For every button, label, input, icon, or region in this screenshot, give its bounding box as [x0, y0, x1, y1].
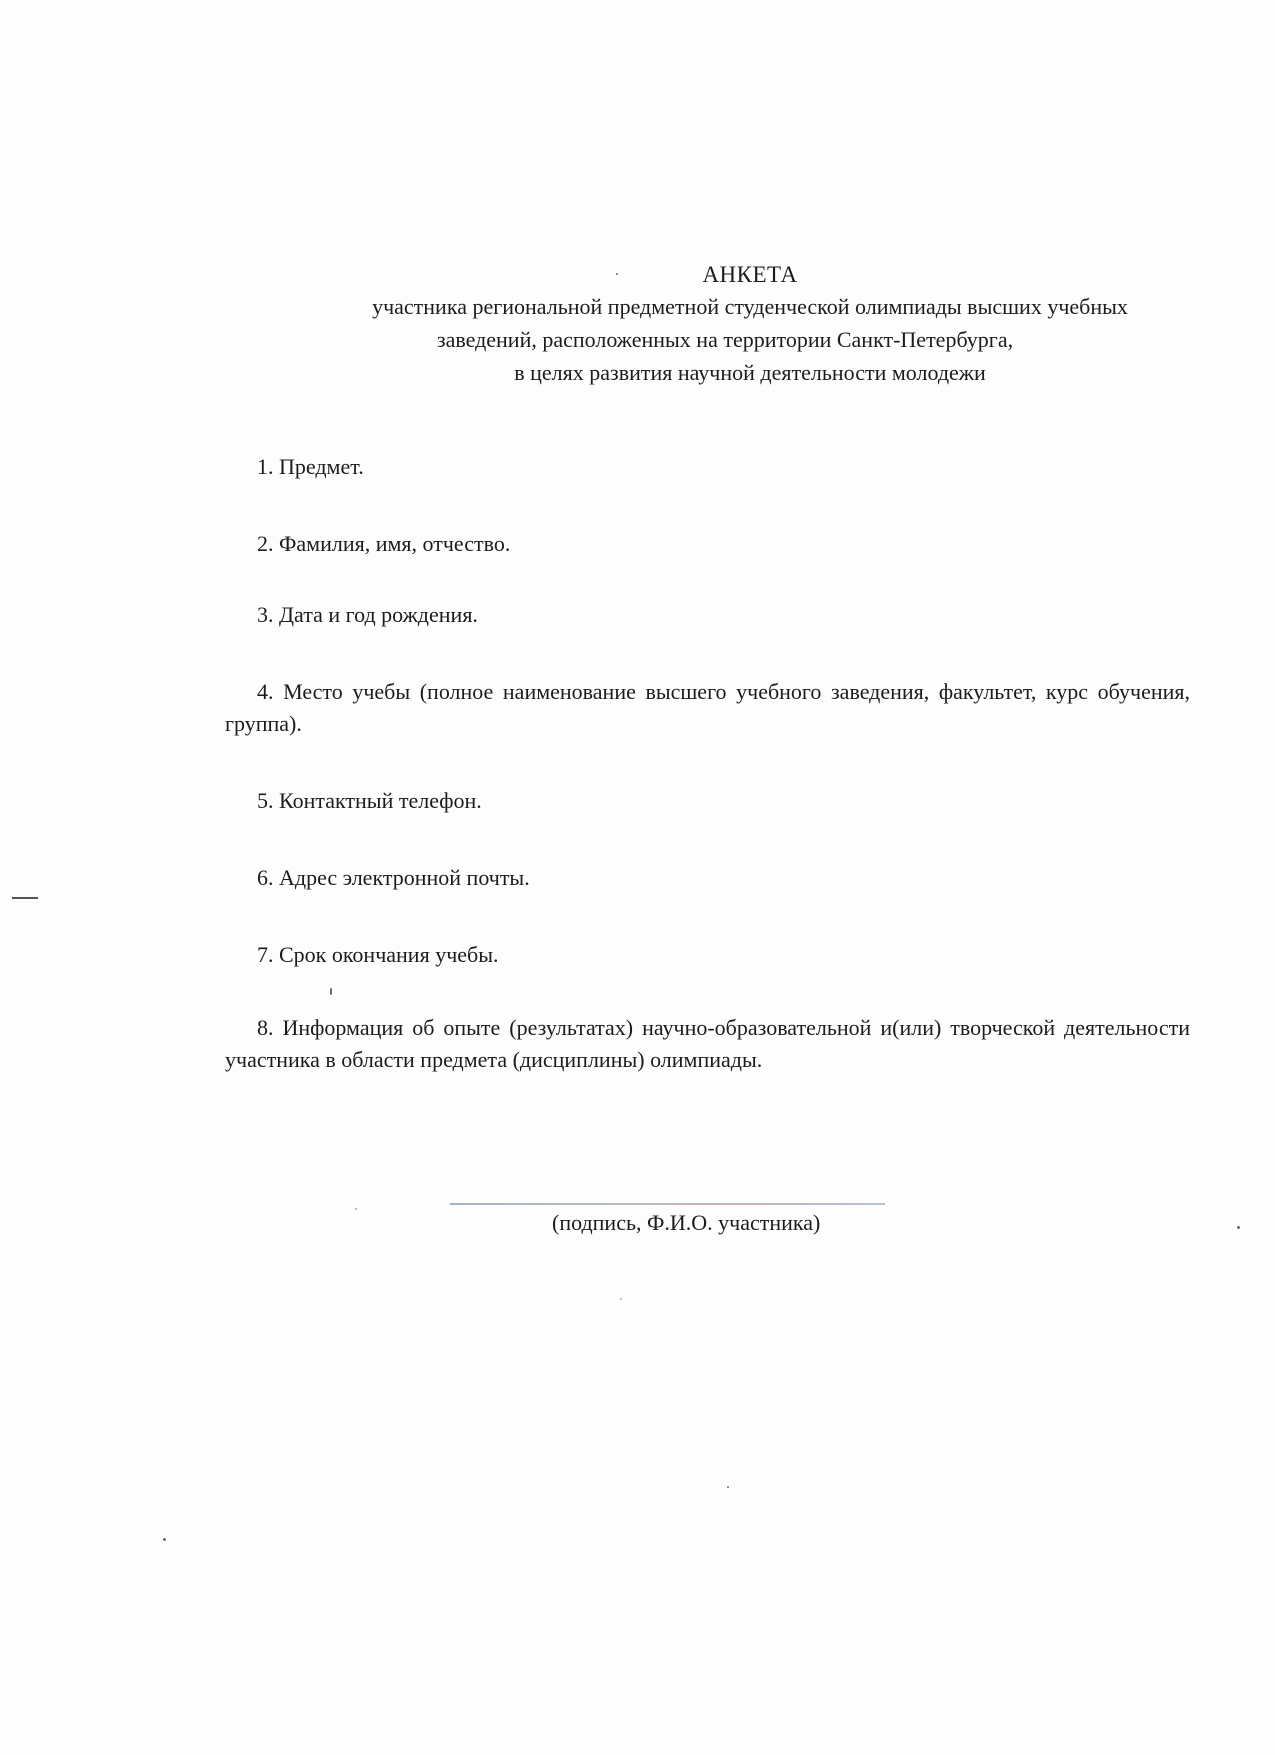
- scan-speck: [727, 1486, 729, 1488]
- form-item-experience-info: 8. Информация об опыте (результатах) научно-образовательной и(или) творческой деятельности участника в области предмета (дисциплины) олимпиады.: [225, 1015, 1190, 1072]
- form-item-birth-date: 3. Дата и год рождения.: [257, 602, 478, 627]
- form-item-place-of-study: 4. Место учебы (полное наименование высшего учебного заведения, факультет, курс обучения, группа).: [225, 679, 1190, 736]
- document-title: АНКЕТА: [702, 262, 798, 287]
- document-header: [280, 260, 1180, 389]
- scan-margin-mark: [12, 897, 38, 899]
- scan-speck: [330, 988, 332, 995]
- subtitle-line: заведений, расположенных на территории Санкт-Петербурга,: [436, 327, 1014, 352]
- form-item-phone: 5. Контактный телефон.: [257, 788, 482, 813]
- subtitle-line: участника региональной предметной студенческой олимпиады высших учебных: [372, 294, 1128, 319]
- scan-speck: [163, 1538, 166, 1541]
- signature-line: [450, 1203, 885, 1205]
- form-item-full-name: 2. Фамилия, имя, отчество.: [257, 531, 511, 556]
- document-subtitle: [280, 290, 1180, 389]
- form-item-subject: 1. Предмет.: [257, 454, 364, 479]
- subtitle-line: в целях развития научной деятельности молодежи: [514, 360, 986, 385]
- signature-caption: (подпись, Ф.И.О. участника): [552, 1210, 821, 1235]
- form-item-graduation-date: 7. Срок окончания учебы.: [257, 942, 499, 967]
- scan-speck: [620, 1298, 622, 1300]
- scan-speck: [355, 1208, 357, 1210]
- form-item-email: 6. Адрес электронной почты.: [257, 865, 530, 890]
- scan-speck: [1237, 1226, 1240, 1229]
- scan-speck: [616, 273, 618, 275]
